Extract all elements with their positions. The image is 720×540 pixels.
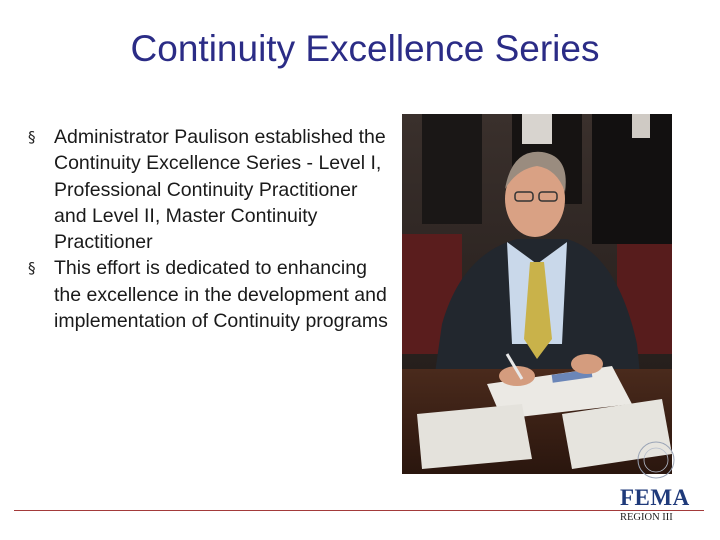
fema-logo: FEMA (620, 485, 690, 510)
bullet-item (24, 255, 394, 334)
bullet-text: This effort is dedicated to enhancing the excellence in the development and implementation of Continuity programs (54, 257, 388, 333)
slide-title: Continuity Excellence Series (130, 28, 600, 69)
region-label: REGION III (620, 512, 673, 523)
square-bullet-icon: § (28, 128, 36, 146)
dhs-seal-icon (636, 440, 676, 480)
bullet-item (24, 124, 394, 255)
square-bullet-icon: § (28, 259, 36, 278)
signing-photo (402, 114, 672, 474)
bullet-list (24, 124, 394, 334)
bullet-text: Administrator Paulison established the Continuity Excellence Series - Level I, Professional Continuity Practitioner and Level II, Master Continuity Practitioner (54, 126, 386, 254)
footer-rule (14, 510, 704, 511)
